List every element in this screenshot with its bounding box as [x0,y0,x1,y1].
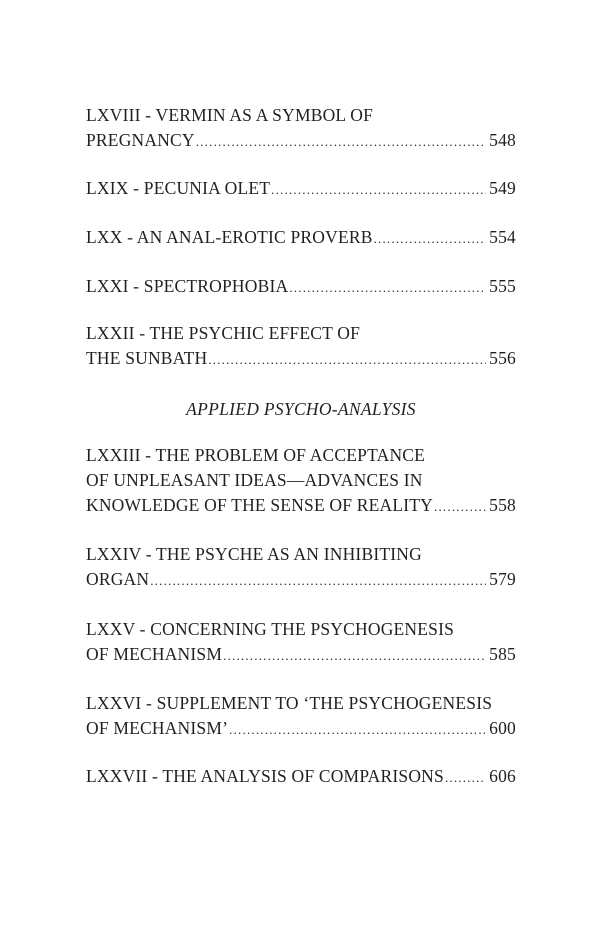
toc-entry-lxxvii [86,764,516,790]
page-number: 558 [489,495,516,515]
toc-entry-lxxii [86,321,516,372]
toc-entry-lxxi [86,274,516,300]
toc-entry-title-line: OF UNPLEASANT IDEAS—ADVANCES IN [86,470,423,490]
page-number: 549 [489,178,516,198]
toc-entry-title-line: LXIX - PECUNIA OLET [86,178,271,198]
toc-entry-title-line: LXXII - THE PSYCHIC EFFECT OF [86,323,360,343]
toc-entry-title-line: LXXV - CONCERNING THE PSYCHOGENESIS [86,619,455,639]
toc-entry-title-line: KNOWLEDGE OF THE SENSE OF REALITY [86,495,434,515]
page-number: 606 [489,766,516,786]
toc-entry-lxxv [86,617,516,668]
toc-entry-title-line: LXXVI - SUPPLEMENT TO ‘THE PSYCHOGENESIS [86,693,493,713]
toc-entry-title-line: ORGAN [86,569,150,589]
toc-entry-final-line [86,493,516,519]
toc-entry-title-line: OF MECHANISM’ [86,718,229,738]
toc-entry-final-line [86,225,516,251]
dot-leader [434,494,486,519]
section-heading: APPLIED PSYCHO-ANALYSIS [186,399,416,419]
toc-entry-final-line [86,128,516,154]
toc-entry-final-line [86,567,516,593]
toc-entry-final-line [86,274,516,300]
toc-entry-final-line [86,716,516,742]
dot-leader [374,226,487,251]
toc-entry-lxxvi [86,691,516,742]
toc-entry-final-line [86,764,516,790]
toc-entry-title-line: LXXVII - THE ANALYSIS OF COMPARISONS [86,766,444,786]
toc-entry-final-line [86,346,516,372]
toc-entry-lxx [86,225,516,251]
dot-leader [196,129,486,154]
toc-entry-lxix [86,176,516,202]
toc-entry-final-line [86,642,516,668]
toc-entry-title-line: LXX - AN ANAL-EROTIC PROVERB [86,227,373,247]
dot-leader [223,643,486,668]
toc-entry-title-line: PREGNANCY [86,130,195,150]
page-number: 600 [489,718,516,738]
toc-entry-lxxiii [86,443,516,519]
page-number: 548 [489,130,516,150]
toc-entry-title-line: THE SUNBATH [86,348,208,368]
page-number: 555 [489,276,516,296]
toc-entry-title-line: LXXI - SPECTROPHOBIA [86,276,289,296]
dot-leader [150,568,486,593]
page-number: 554 [489,227,516,247]
dot-leader [271,177,486,202]
toc-entry-title-line: OF MECHANISM [86,644,223,664]
page-number: 579 [489,569,516,589]
toc-entry-title-line: LXXIII - THE PROBLEM OF ACCEPTANCE [86,445,426,465]
toc-entry-title-line: LXXIV - THE PSYCHE AS AN INHIBITING [86,544,422,564]
dot-leader [445,765,486,790]
toc-entry-lxviii [86,103,516,154]
toc-entry-lxxiv [86,542,516,593]
toc-entry-title-line: LXVIII - VERMIN AS A SYMBOL OF [86,105,373,125]
page-number: 585 [489,644,516,664]
page-number: 556 [489,348,516,368]
dot-leader [289,275,486,300]
toc-entry-final-line [86,176,516,202]
dot-leader [229,717,486,742]
dot-leader [208,347,486,372]
